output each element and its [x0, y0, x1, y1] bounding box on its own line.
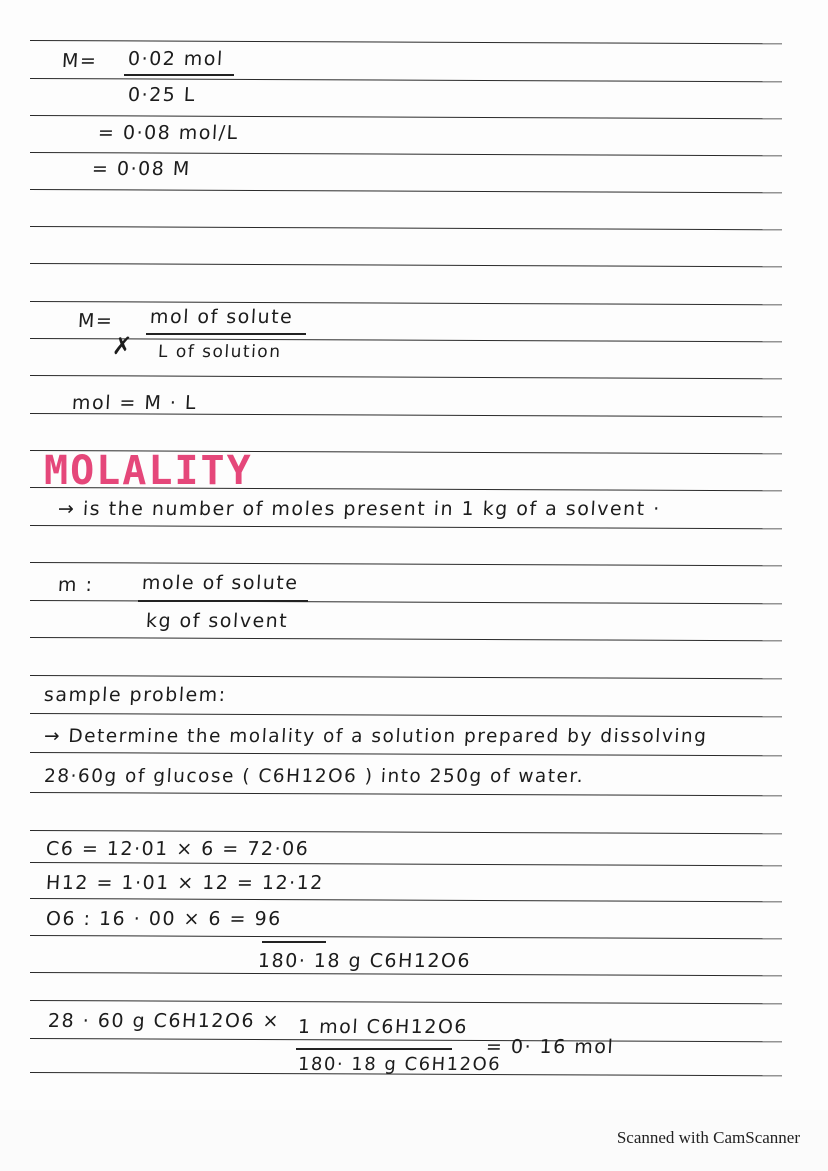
molarity-step2: = 0·08 M [91, 158, 192, 180]
ruled-line [30, 189, 782, 193]
formula-denominator: L of solution [157, 342, 283, 362]
sample-problem-line2: 28·60g of glucose ( C6H12O6 ) into 250g of water. [43, 766, 585, 787]
fraction-bar [138, 600, 308, 602]
fraction-bar [124, 74, 234, 76]
molality-denominator: kg of solvent [145, 610, 289, 632]
ruled-line [30, 152, 782, 156]
scanner-watermark: Scanned with CamScanner [616, 1128, 800, 1147]
calc-total: 180· 18 g C6H12O6 [257, 950, 472, 972]
conversion-numerator: 1 mol C6H12O6 [297, 1016, 469, 1038]
fraction-bar [296, 1048, 452, 1050]
ruled-line [30, 301, 782, 305]
conversion-left: 28 · 60 g C6H12O6 × [47, 1010, 281, 1032]
ruled-line [30, 1000, 782, 1004]
calc-row: H12 = 1·01 × 12 = 12·12 [45, 872, 325, 894]
formula-label: M= [77, 310, 114, 332]
cross-mark-icon: ✗ [111, 332, 135, 360]
fraction-bar [146, 333, 306, 335]
ruled-line [30, 375, 782, 379]
molarity-label: M= [61, 50, 98, 72]
molality-label: m : [57, 574, 95, 596]
sample-problem-label: sample problem: [43, 684, 228, 706]
molarity-denominator: 0·25 L [127, 84, 197, 106]
formula-rearranged: mol = M · L [71, 392, 198, 414]
ruled-line [30, 562, 782, 566]
ruled-line [30, 792, 782, 796]
molality-heading: MOLALITY [44, 448, 253, 494]
ruled-line [30, 78, 782, 82]
ruled-line [30, 338, 782, 342]
molality-numerator: mole of solute [141, 572, 300, 594]
ruled-line [30, 115, 782, 119]
ruled-line [30, 40, 782, 44]
conversion-result: = 0· 16 mol [485, 1036, 615, 1058]
calc-row: O6 : 16 · 00 × 6 = 96 [45, 908, 283, 930]
ruled-line [30, 713, 782, 717]
ruled-line [30, 1038, 782, 1042]
conversion-denominator: 180· 18 g C6H12O6 [297, 1054, 502, 1075]
sample-problem-line1: → Determine the molality of a solution prepared by dissolving [43, 726, 708, 747]
ruled-line [30, 525, 782, 529]
sum-bar [262, 941, 326, 943]
ruled-line [30, 263, 782, 267]
ruled-line [30, 637, 782, 641]
ruled-line [30, 752, 782, 756]
ruled-line [30, 675, 782, 679]
ruled-line [30, 935, 782, 939]
molality-definition: → is the number of moles present in 1 kg of a solvent · [57, 498, 662, 520]
ruled-line [30, 862, 782, 866]
calc-row: C6 = 12·01 × 6 = 72·06 [45, 838, 310, 860]
molarity-numerator: 0·02 mol [127, 48, 225, 70]
ruled-line [30, 972, 782, 976]
molarity-step1: = 0·08 mol/L [97, 122, 240, 144]
ruled-line [30, 226, 782, 230]
ruled-line [30, 898, 782, 902]
formula-numerator: mol of solute [149, 306, 294, 328]
ruled-line [30, 830, 782, 834]
